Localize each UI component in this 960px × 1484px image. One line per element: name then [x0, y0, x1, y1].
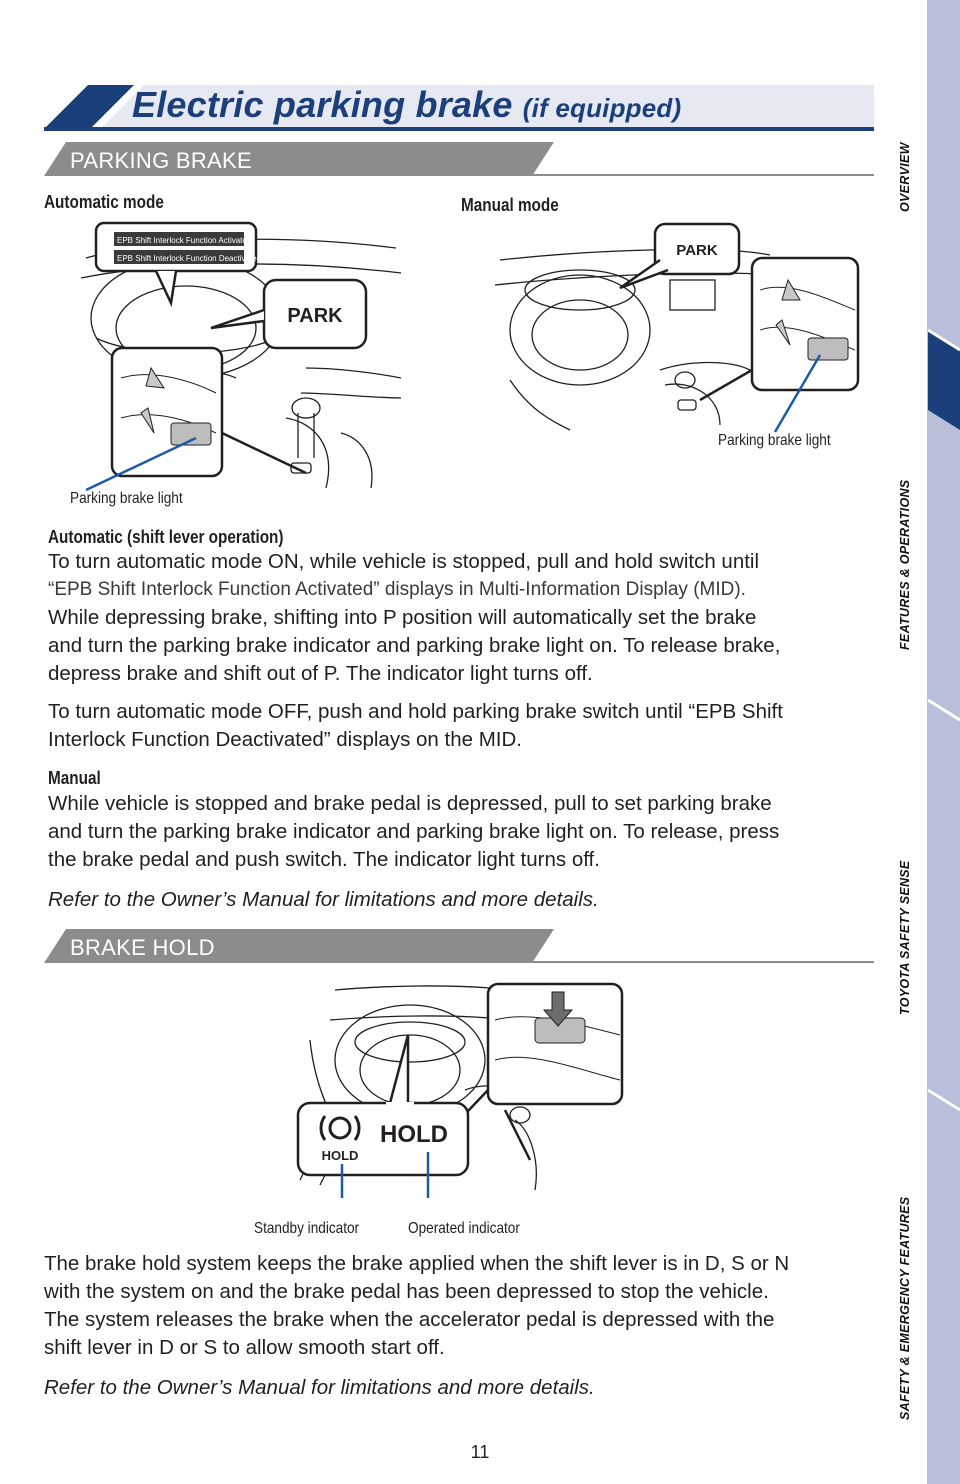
- brake-hold-line-4: shift lever in D or S to allow smooth start off.: [44, 1336, 445, 1359]
- automatic-shift-heading: Automatic (shift lever operation): [48, 527, 284, 547]
- sidebar-tab-dividers: [918, 0, 960, 1484]
- page-title-text: Electric parking brake: [132, 84, 513, 125]
- page-title-suffix: (if equipped): [522, 93, 682, 123]
- msg-activated-text: EPB Shift Interlock Function Activated: [117, 236, 252, 245]
- automatic-mode-label: Automatic mode: [44, 192, 164, 212]
- manual-mode-label: Manual mode: [461, 195, 559, 215]
- sidebar-tab-safety-emergency[interactable]: SAFETY & EMERGENCY FEATURES: [898, 1196, 912, 1420]
- automatic-mode-illustration: [76, 218, 406, 493]
- sidebar-tab-toyota-safety-sense[interactable]: TOYOTA SAFETY SENSE: [898, 860, 912, 1015]
- parking-brake-refer: Refer to the Owner’s Manual for limitations and more details.: [48, 888, 599, 911]
- page-number: 11: [470, 1442, 490, 1462]
- sidebar-tab-features-operations[interactable]: FEATURES & OPERATIONS: [898, 479, 912, 650]
- park-callout-text: PARK: [287, 305, 343, 327]
- parking-brake-light-caption-left: Parking brake light: [70, 490, 183, 507]
- brake-hold-body: [44, 1250, 884, 1402]
- manual-heading: Manual: [48, 768, 101, 788]
- manual-body: [48, 790, 878, 914]
- auto-line-3: While depressing brake, shifting into P position will automatically set the brake: [48, 606, 757, 629]
- brake-hold-refer: Refer to the Owner’s Manual for limitations and more details.: [44, 1376, 595, 1399]
- auto-line-4: and turn the parking brake indicator and parking brake light on. To release brake,: [48, 634, 781, 657]
- operated-indicator-caption: Operated indicator: [408, 1220, 520, 1237]
- hold-small-text: HOLD: [321, 1148, 359, 1163]
- brake-hold-line-1: The brake hold system keeps the brake applied when the shift lever is in D, S or N: [44, 1252, 790, 1275]
- brake-hold-illustration: [290, 980, 660, 1200]
- brake-hold-line-2: with the system on and the brake pedal has been depressed to stop the vehicle.: [44, 1280, 769, 1303]
- park-callout-manual-text: PARK: [676, 242, 718, 259]
- title-rule: [44, 127, 874, 131]
- parking-brake-light-caption-right: Parking brake light: [718, 432, 831, 449]
- manual-mode-illustration: [490, 220, 868, 435]
- sidebar-tab-overview[interactable]: OVERVIEW: [898, 142, 912, 212]
- manual-line-3: the brake pedal and push switch. The indicator light turns off.: [48, 848, 600, 871]
- automatic-body: [48, 548, 878, 754]
- hold-big-text: HOLD: [380, 1121, 448, 1148]
- brake-hold-section-label: BRAKE HOLD: [70, 935, 215, 960]
- auto-off-line-2: Interlock Function Deactivated” displays on the MID.: [48, 728, 522, 751]
- page-title: [132, 84, 681, 126]
- standby-indicator-caption: Standby indicator: [254, 1220, 360, 1237]
- parking-brake-section-label: PARKING BRAKE: [70, 148, 252, 173]
- auto-line-1: To turn automatic mode ON, while vehicle is stopped, pull and hold switch until: [48, 550, 760, 573]
- brake-hold-line-3: The system releases the brake when the accelerator pedal is depressed with the: [44, 1308, 775, 1331]
- auto-off-line-1: To turn automatic mode OFF, push and hold parking brake switch until “EPB Shift: [48, 700, 783, 723]
- msg-deactivated-text: EPB Shift Interlock Function Deactivated: [117, 254, 262, 263]
- auto-line-2: “EPB Shift Interlock Function Activated” displays in Multi-Information Display (MID).: [48, 579, 746, 600]
- manual-line-1: While vehicle is stopped and brake pedal is depressed, pull to set parking brake: [48, 792, 772, 815]
- auto-line-5: depress brake and shift out of P. The indicator light turns off.: [48, 662, 593, 685]
- manual-line-2: and turn the parking brake indicator and parking brake light on. To release, press: [48, 820, 780, 843]
